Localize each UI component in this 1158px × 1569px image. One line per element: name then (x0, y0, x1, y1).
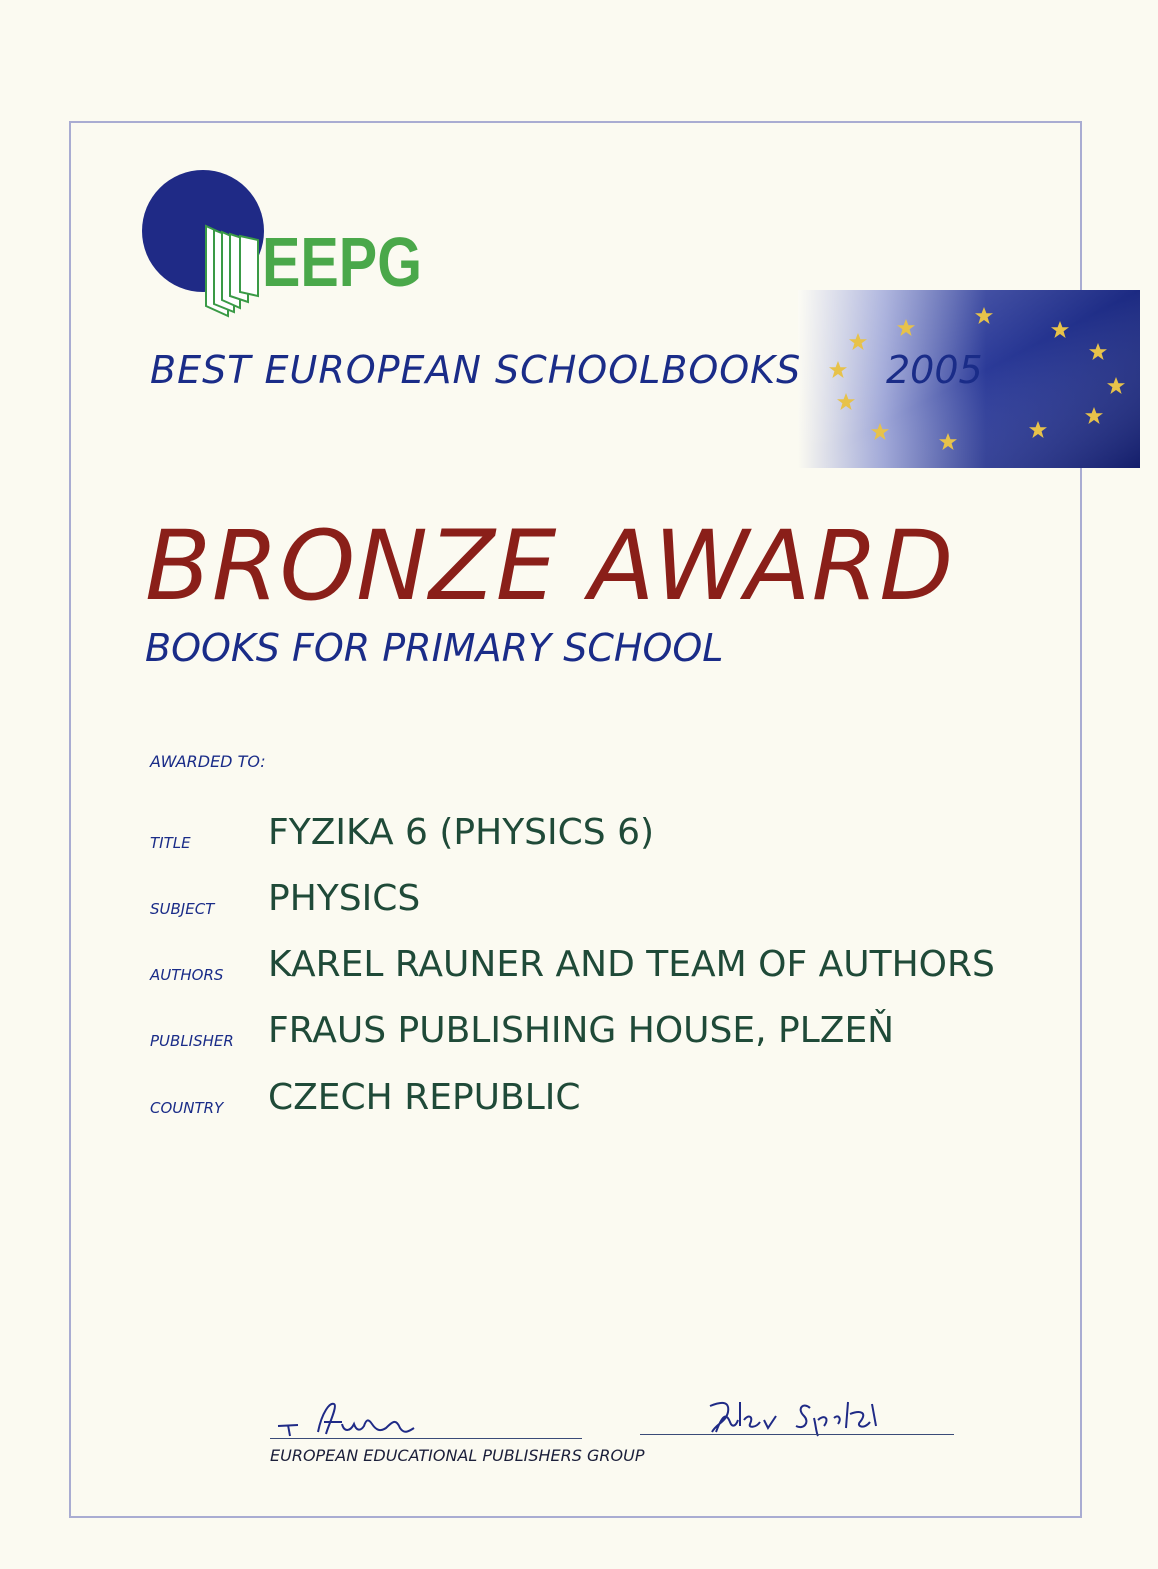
field-value-country: CZECH REPUBLIC (268, 1077, 581, 1118)
award-title: BRONZE AWARD (145, 510, 955, 622)
field-label-country: COUNTRY (150, 1099, 224, 1117)
field-label-authors: AUTHORS (150, 966, 224, 984)
field-label-subject: SUBJECT (150, 900, 215, 918)
award-category: BOOKS FOR PRIMARY SCHOOL (145, 626, 724, 670)
field-value-authors: KAREL RAUNER AND TEAM OF AUTHORS (268, 944, 995, 985)
field-value-title: FYZIKA 6 (PHYSICS 6) (268, 812, 655, 853)
logo-text: EEPG (262, 223, 422, 301)
eepg-logo (140, 168, 440, 328)
signature-line-right (640, 1434, 954, 1435)
footer-organization: EUROPEAN EDUCATIONAL PUBLISHERS GROUP (270, 1446, 645, 1465)
field-value-subject: PHYSICS (268, 878, 421, 919)
signature-left (268, 1392, 438, 1440)
awarded-to-label: AWARDED TO: (150, 752, 266, 771)
signature-line-left (270, 1438, 582, 1439)
field-label-title: TITLE (150, 834, 191, 852)
field-value-publisher: FRAUS PUBLISHING HOUSE, PLZEŇ (268, 1010, 895, 1051)
competition-year: 2005 (886, 348, 983, 392)
competition-heading: BEST EUROPEAN SCHOOLBOOKS (150, 348, 802, 392)
field-label-publisher: PUBLISHER (150, 1032, 234, 1050)
